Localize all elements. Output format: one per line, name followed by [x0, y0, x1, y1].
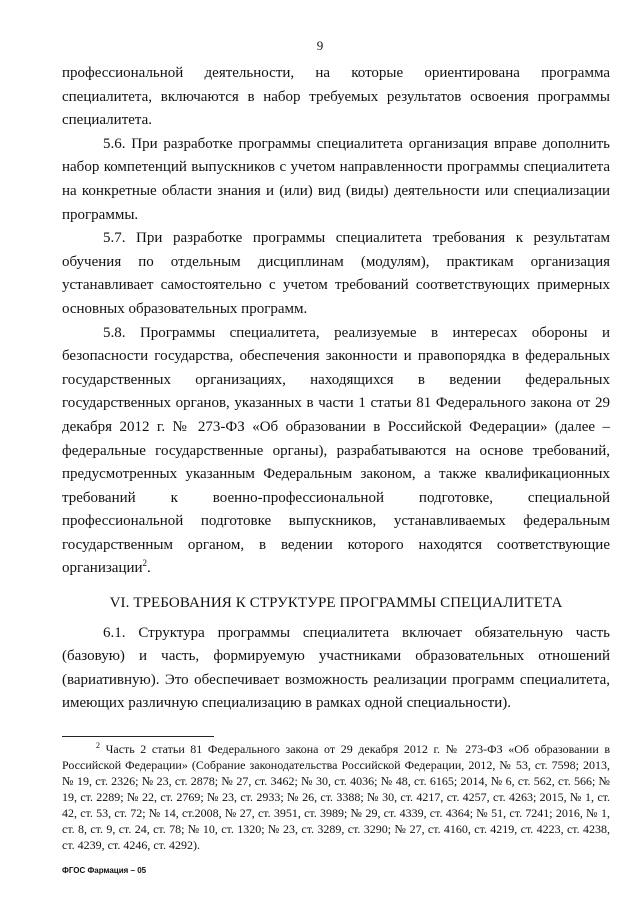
section-heading: VI. ТРЕБОВАНИЯ К СТРУКТУРЕ ПРОГРАММЫ СПЕЦИАЛИТЕТА	[109, 595, 563, 612]
paragraph-5-7: 5.7. При разработке программы специалитета требования к результатам обучения по отдельным дисциплинам (модулям), практикам организация устанавливает самостоятельно с учетом требований соответствующих примерных основных образовательных программ.	[62, 230, 610, 317]
footnote-marker: 2	[96, 741, 100, 750]
document-body	[62, 62, 610, 716]
footnote-separator	[62, 736, 214, 737]
footnote-reference: 2	[142, 558, 148, 569]
document-code: ФГОС Фармация – 05	[62, 866, 147, 875]
paragraph-5-8-period: .	[147, 560, 151, 577]
paragraph-5-8	[62, 322, 610, 582]
paragraph-5-5-continuation: профессиональной деятельности, на которые ориентирована программа специалитета, включаются в набор требуемых результатов освоения программы специалитета.	[62, 65, 610, 129]
footnote	[62, 741, 610, 853]
footnote-text: Часть 2 статьи 81 Федерального закона от 29 декабря 2012 г. № 273-ФЗ «Об образовании в Российской Федерации» (Собрание законодательства Российской Федерации, 2012, № 53, ст. 7598; 2013, № 19, ст. 2326; № 23, ст. 2878; № 27, ст. 3462; № 30, ст. 4036; № 48, ст. 6165; 2014, № 6, ст. 562, ст. 566; № 19, ст. 2289; № 22, ст. 2769; № 23, ст. 2933; № 26, ст. 3388; № 30, ст. 4217, ст. 4257, ст. 4263; 2015, № 1, ст. 42, ст. 53, ст. 72; № 14, ст.2008, № 27, ст. 3951, ст. 3989; № 29, ст. 4339, ст. 4364; № 51, ст. 7241; 2016, № 1, ст. 8, ст. 9, ст. 24, ст. 78; № 10, ст. 1320; № 23, ст. 3289, ст. 3290; № 27, ст. 4160, ст. 4219, ст. 4223, ст. 4238, ст. 4239, ст. 4246, ст. 4292).	[62, 742, 610, 852]
paragraph-5-8-text: 5.8. Программы специалитета, реализуемые в интересах обороны и безопасности государства, обеспечения законности и правопорядка в федеральных государственных организациях, находящихся в ведении федеральных государственных органов, указанных в части 1 статьи 81 Федерального закона от 29 декабря 2012 г. № 273-ФЗ «Об образовании в Российской Федерации» (далее – федеральные государственные органы), разрабатываются на основе требований, предусмотренных указанным Федеральным законом, а также квалификационных требований к военно-профессиональной подготовке, специальной профессиональной подготовке выпускников, устанавливаемых федеральным государственным органом, в ведении которого находятся соответствующие организации	[62, 324, 610, 577]
paragraph-6-1: 6.1. Структура программы специалитета включает обязательную часть (базовую) и часть, формируемую участниками образовательных отношений (вариативную). Это обеспечивает возможность реализации программ специалитета, имеющих различную специализацию в рамках одной специальности).	[62, 624, 610, 712]
paragraph-5-6: 5.6. При разработке программы специалитета организация вправе дополнить набор компетенций выпускников с учетом направленности программы специалитета на конкретные области знания и (или) вид (виды) деятельности или специализации программы.	[62, 135, 610, 223]
page-number: 9	[316, 38, 324, 53]
